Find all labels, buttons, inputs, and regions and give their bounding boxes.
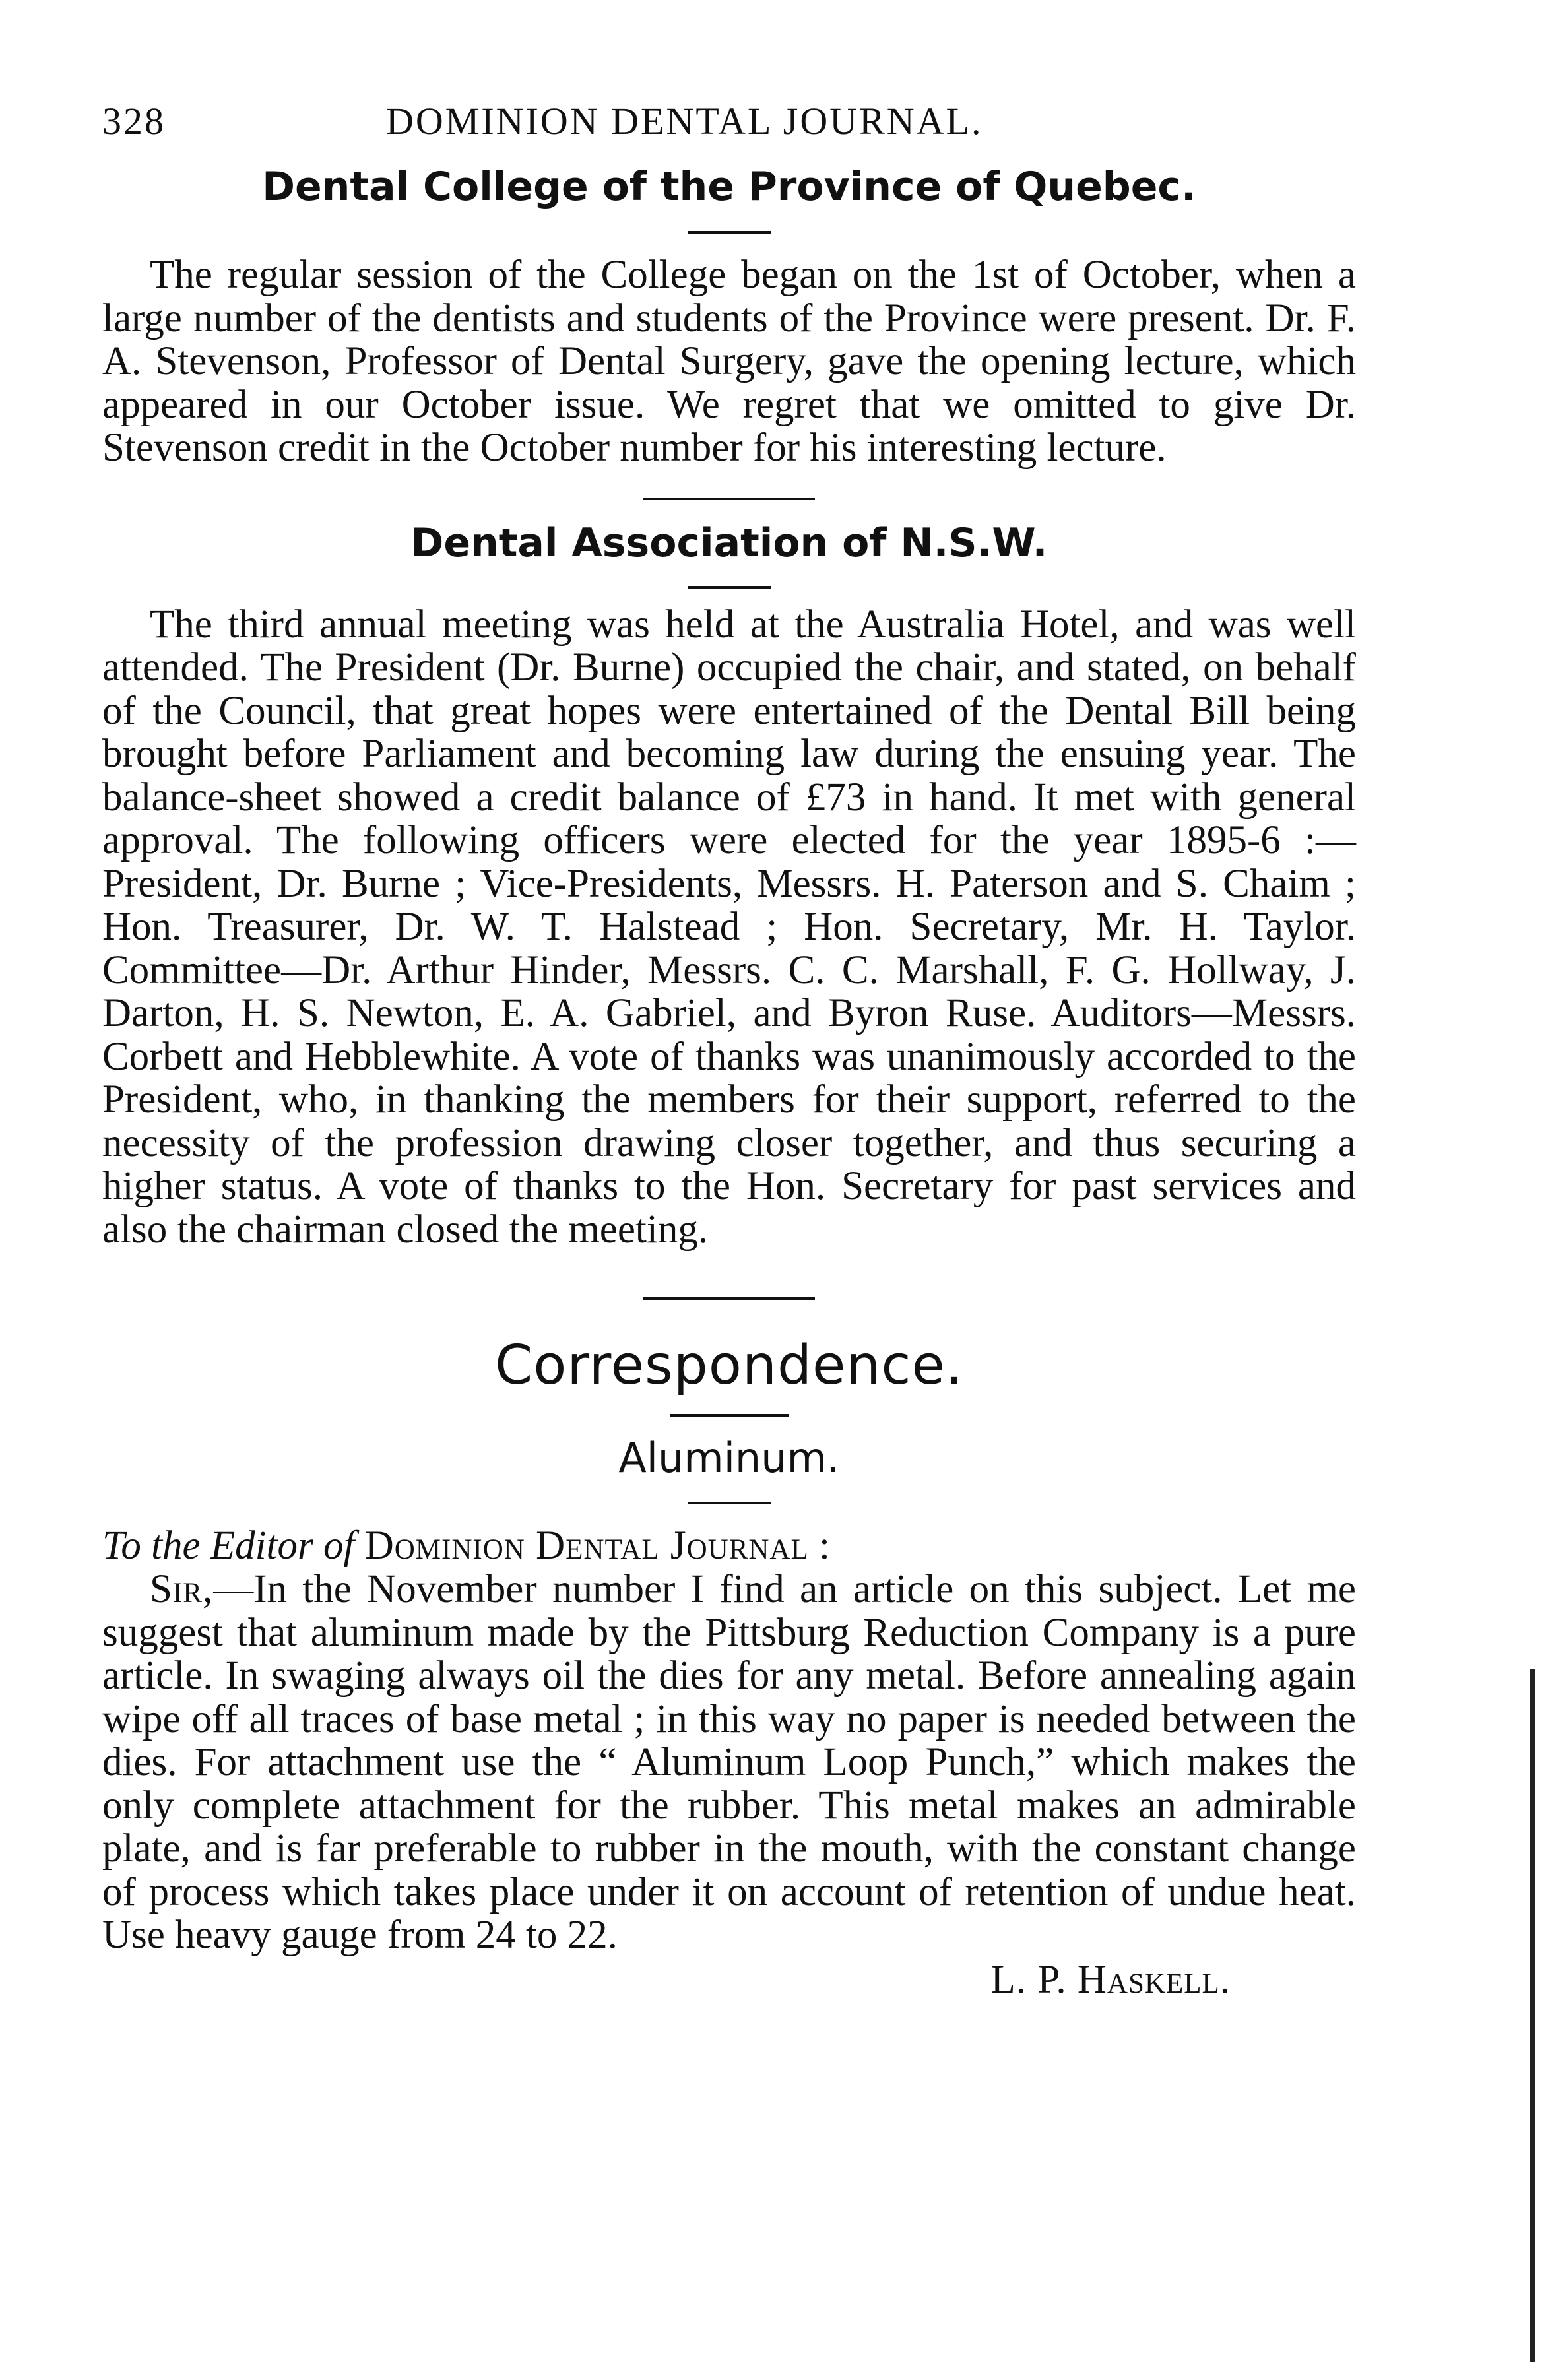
salutation-journal: Dominion Dental Journal bbox=[364, 1524, 809, 1568]
letter-body: —In the November number I find an article on this subject. Let me suggest that aluminum made by the Pittsburg Reduction Company is a pure article. In swaging always oil the dies for any metal. Before annealing again wipe off all traces of base metal ; in this way no paper is needed between the dies. For attachment use the “ Aluminum Loop Punch,” which makes the only complete attachment for the rubber. This metal makes an admirable plate, and is far preferable to rubber in the mouth, with the constant change of process which takes place under it on account of retention of undue heat. Use heavy gauge from 24 to 22. bbox=[102, 1567, 1356, 1957]
running-head bbox=[102, 99, 1356, 158]
letter-paragraph bbox=[102, 1568, 1356, 1957]
divider bbox=[688, 231, 771, 234]
divider bbox=[643, 1297, 815, 1300]
journal-title: DOMINION DENTAL JOURNAL. bbox=[386, 100, 983, 143]
letter-subject: Aluminum. bbox=[618, 1434, 840, 1482]
salutation bbox=[102, 1524, 1356, 1568]
journal-page bbox=[102, 99, 1356, 2003]
divider bbox=[688, 586, 771, 589]
scan-edge-mark bbox=[1530, 1669, 1535, 2362]
paragraph-nsw: The third annual meeting was held at the Australia Hotel, and was well attended. The President (Dr. Burne) occupied the chair, and stated, on behalf of the Council, that great hopes were entertained of the Dental Bill being brought before Parliament and becoming law during the ensuing year. The balance-sheet showed a credit balance of £73 in hand. It met with general approval. The following officers were elected for the year 1895-6 :—President, Dr. Burne ; Vice-Presidents, Messrs. H. Paterson and S. Chaim ; Hon. Treasurer, Dr. W. T. Halstead ; Hon. Secretary, Mr. H. Taylor. Committee—Dr. Arthur Hinder, Messrs. C. C. Marshall, F. G. Hollway, J. Darton, H. S. Newton, E. A. Gabriel, and Byron Ruse. Auditors—Messrs. Corbett and Hebblewhite. A vote of thanks was unanimously accorded to the President, who, in thanking the members for their support, referred to the necessity of the profession drawing closer together, and thus securing a higher status. A vote of thanks to the Hon. Secretary for past services and also the chairman closed the meeting. bbox=[102, 602, 1356, 1252]
page-number: 328 bbox=[102, 100, 166, 143]
divider bbox=[643, 498, 815, 500]
divider bbox=[688, 1502, 771, 1504]
salutation-italic: To the Editor of bbox=[102, 1524, 355, 1568]
letter-opening: Sir, bbox=[150, 1567, 214, 1611]
section-title-nsw: Dental Association of N.S.W. bbox=[410, 519, 1048, 566]
section-title-quebec: Dental College of the Province of Quebec. bbox=[262, 164, 1196, 210]
section-title-correspondence: Correspondence. bbox=[494, 1334, 964, 1397]
divider bbox=[670, 1414, 789, 1417]
paragraph-quebec: The regular session of the College began on the 1st of October, when a large number of the dentists and students of the Province were present. Dr. F. A. Stevenson, Professor of Dental Surgery, gave the opening lecture, which appeared in our October issue. We regret that we omitted to give Dr. Stevenson credit in the October number for his interesting lecture. bbox=[102, 253, 1356, 470]
signature: L. P. Haskell. bbox=[990, 1957, 1231, 2002]
salutation-end: : bbox=[808, 1524, 830, 1568]
